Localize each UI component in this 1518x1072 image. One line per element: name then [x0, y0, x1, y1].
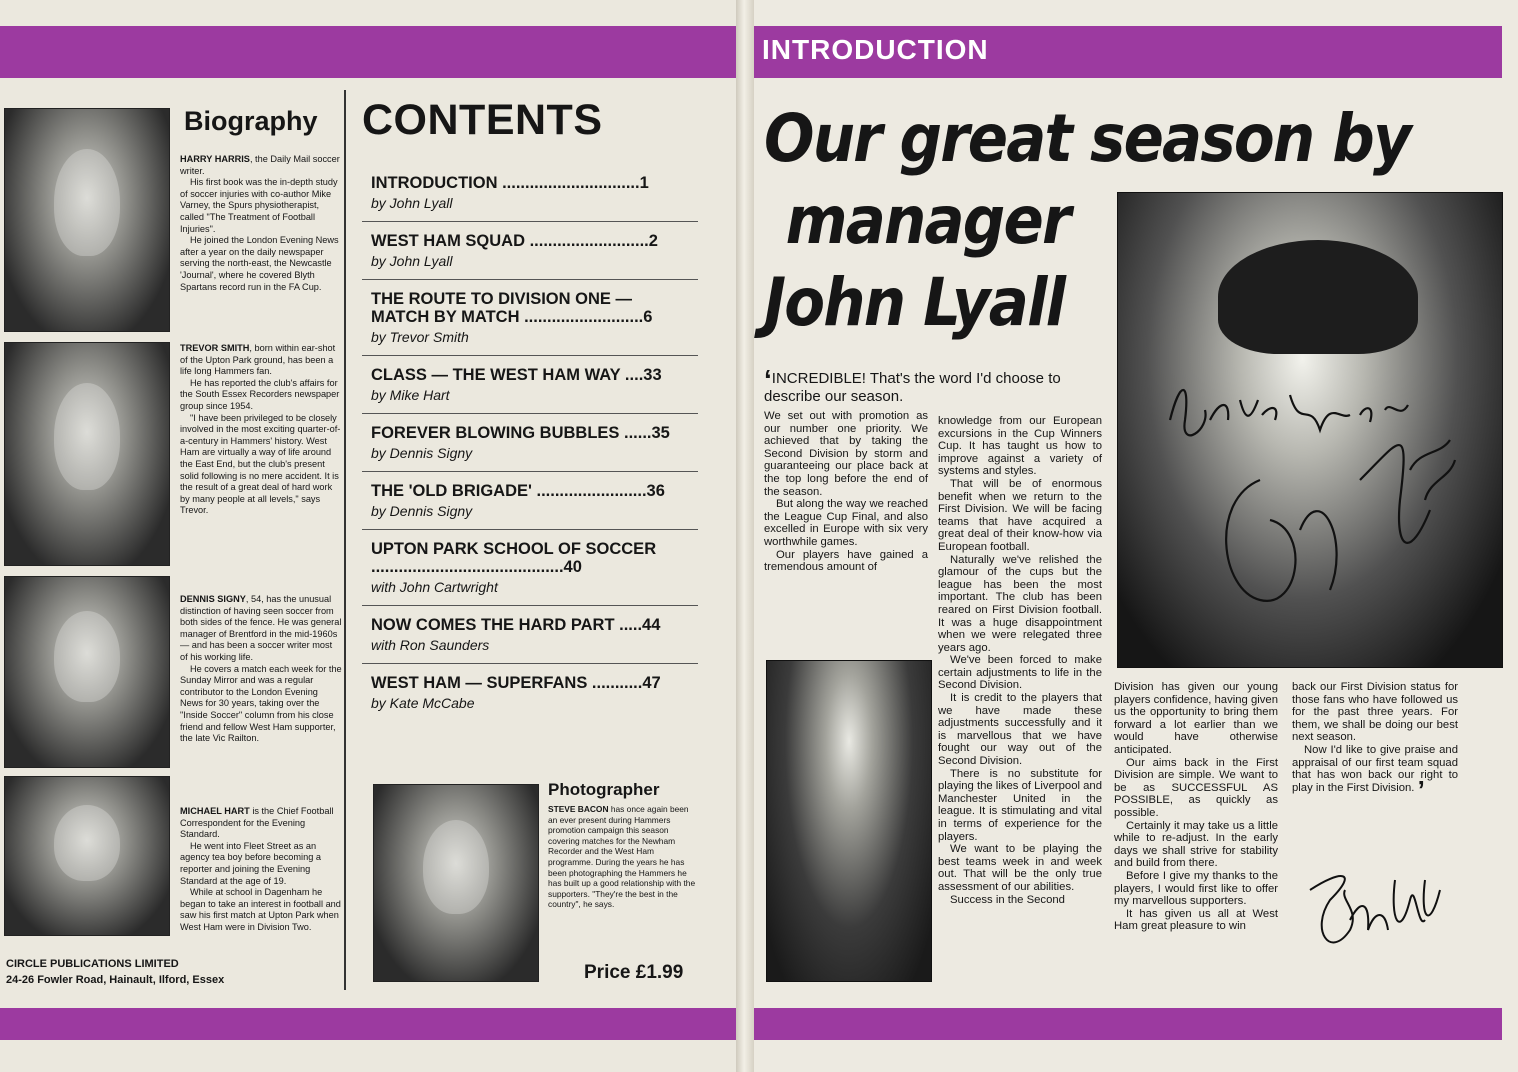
bio-paragraph: , born within ear-shot of the Upton Park ground, has been a life long Hammers fan.: [180, 343, 336, 377]
bio-paragraph: He joined the London Evening News after a year on the daily newspaper serving the north-east, the Newcastle 'Journal', where he covered Blyth Spartans record run in the FA Cup.: [180, 235, 339, 292]
toc-author: with Ron Saunders: [371, 637, 490, 653]
dennis-signy-photo: [4, 576, 170, 768]
bio-name: MICHAEL HART: [180, 806, 250, 816]
toc-author: with John Cartwright: [371, 579, 498, 595]
article-paragraph: knowledge from our European excursions in the Cup Winners Cup. It has taught us how to improve against a variety of systems and styles.: [938, 415, 1102, 478]
photographer-bio: has once again been an ever present during Hammers promotion campaign this season covering matches for the Newham Recorder and the West Ham programme. During the years he has been photographing the Hammers he has built up a good relationship with the supporters. "They're the best in the country", he says.: [548, 804, 696, 910]
contents-heading: CONTENTS: [362, 96, 603, 144]
bio-paragraph: He went into Fleet Street as an agency tea boy before becoming a reporter and joining the Evening Standard at the age of 19.: [180, 840, 321, 886]
harry-harris-photo: [4, 108, 170, 332]
article-paragraph: We set out with promotion as our number one priority. We achieved that by taking the Second Division by storm and guaranteeing our place back at the top long before the end of the season.: [764, 410, 928, 498]
autograph-best-wishes: [1150, 360, 1470, 660]
michael-hart-photo: [4, 776, 170, 936]
toc-title: UPTON PARK SCHOOL OF SOCCER ..........................................40: [371, 540, 657, 576]
article-paragraph: Our aims back in the First Division are simple. We want to be as SUCCESSFUL AS POSSIBLE, as quickly as possible.: [1114, 756, 1278, 819]
toc-item[interactable]: [362, 664, 698, 721]
article-paragraph: We want to be playing the best teams week in and week out. That will be the only true assessment of our abilities.: [938, 843, 1102, 893]
toc-item[interactable]: [362, 530, 698, 606]
bio-harry-harris: [180, 154, 342, 293]
bio-dennis-signy: [180, 594, 342, 745]
photographer-heading: Photographer: [548, 780, 660, 799]
article-paragraph: We've been forced to make certain adjustments to life in the Second Division.: [938, 654, 1102, 692]
article-paragraph: back our First Division status for those fans who have followed us for the past three years. For them, we shall be doing our best next season.: [1292, 681, 1458, 744]
article-paragraph: That will be of enormous benefit when we return to the First Division. We will be facing teams that have acquired a great deal of their know-how via European football.: [938, 477, 1102, 553]
bio-name: TREVOR SMITH: [180, 343, 250, 353]
toc-item[interactable]: [362, 356, 698, 414]
toc-title: WEST HAM — SUPERFANS ...........47: [371, 674, 661, 692]
toc-item[interactable]: [362, 280, 698, 356]
toc-item[interactable]: [362, 606, 698, 664]
toc-title: INTRODUCTION ..............................1: [371, 174, 649, 192]
toc-title: THE ROUTE TO DIVISION ONE — MATCH BY MATCH ..........................6: [371, 290, 653, 326]
toc-author: by Mike Hart: [371, 387, 450, 403]
bio-michael-hart: [180, 806, 342, 934]
article-paragraph-text: Now I'd like to give praise and appraisal of our first team squad that has won back our right to play in the First Division.: [1292, 743, 1458, 794]
bio-paragraph: He has reported the club's affairs for the South Essex Recorders newspaper group since 1954.: [180, 377, 340, 411]
spine-gutter: [736, 0, 754, 1072]
article-column-4: [1292, 681, 1458, 805]
article-column-3: [1114, 681, 1278, 933]
bio-paragraph: While at school in Dagenham he began to take an interest in football and saw his first match at Upton Park when West Ham were in Division Two.: [180, 887, 341, 932]
left-bottom-band: [0, 1008, 736, 1040]
bio-name: HARRY HARRIS: [180, 154, 250, 164]
steve-bacon-photo: [373, 784, 539, 982]
price-label: Price £1.99: [584, 962, 684, 983]
toc-author: by John Lyall: [371, 195, 453, 211]
toc-title: CLASS — THE WEST HAM WAY ....33: [371, 366, 662, 384]
toc-title: NOW COMES THE HARD PART .....44: [371, 616, 661, 634]
toc-author: by Trevor Smith: [371, 329, 469, 345]
photographer-text: [548, 804, 700, 910]
bio-paragraph: is the Chief Football Correspondent for the Evening Standard.: [180, 806, 334, 840]
toc-item[interactable]: [362, 472, 698, 530]
opening-quote-mark: ‘: [764, 364, 772, 395]
headline-line-3: John Lyall: [764, 264, 1065, 341]
article-paragraph: Division has given our young players confidence, having given us the opportunity to bring them forward a lot earlier than we would have otherwise anticipated.: [1114, 681, 1278, 756]
toc-item[interactable]: [362, 414, 698, 472]
toc-item[interactable]: [362, 222, 698, 280]
toc-author: by Dennis Signy: [371, 503, 473, 519]
article-lead: [764, 364, 1106, 405]
toc-title: THE 'OLD BRIGADE' ........................36: [371, 482, 665, 500]
toc-item[interactable]: [362, 164, 698, 222]
lead-text: INCREDIBLE! That's the word I'd choose to describe our season.: [764, 370, 1061, 405]
column-divider: [344, 90, 346, 990]
john-lyall-holding-bottle-photo: [766, 660, 932, 982]
article-paragraph: Our players have gained a tremendous amount of: [764, 548, 928, 574]
article-paragraph: It is credit to the players that we have made these adjustments successfully and it is marvellous that we have fought our way out of the Second Division.: [938, 692, 1102, 768]
article-column-2: [938, 415, 1102, 906]
headline-line-1: Our great season by: [764, 100, 1410, 177]
article-paragraph: It has given us all at West Ham great pleasure to win: [1114, 907, 1278, 933]
article-paragraph: Naturally we've relished the glamour of the cups but the league has been the most important. The club has been reared on First Division football. It was a huge disappointment when we were relegated three years ago.: [938, 553, 1102, 654]
right-bottom-band: [754, 1008, 1502, 1040]
section-label: INTRODUCTION: [762, 34, 989, 65]
trevor-smith-photo: [4, 342, 170, 566]
article-paragraph: Certainly it may take us a little while to re-adjust. In the early days we shall strive for stability and build from there.: [1114, 819, 1278, 870]
bio-paragraph: "I have been privileged to be closely involved in the most exciting quarter-of-a-century in Hammers' history. West Ham are virtually a way of life around the East End, but the club's present solid following is no mere accident. It is the result of a great deal of hard work by many people at all levels," says Trevor.: [180, 412, 341, 516]
publisher-block: [6, 956, 224, 988]
article-column-1: [764, 410, 928, 574]
autograph-john-lyall: [1300, 860, 1450, 970]
left-top-band: [0, 26, 736, 78]
toc-author: by Dennis Signy: [371, 445, 473, 461]
bio-paragraph: He covers a match each week for the Sunday Mirror and was a regular contributor to the London Evening News for 30 years, taking over the "Inside Soccer" column from his close friend and fellow West Ham supporter, the late Vic Railton.: [180, 663, 342, 744]
article-paragraph: But along the way we reached the League Cup Final, and also excelled in Europe with six very worthwhile games.: [764, 498, 928, 548]
publisher-name: CIRCLE PUBLICATIONS LIMITED: [6, 958, 179, 970]
headline-line-2: manager: [785, 182, 1070, 259]
article-paragraph: There is no substitute for playing the likes of Liverpool and Manchester United in the league. It is stimulating and vital in terms of experience for the players.: [938, 767, 1102, 843]
article-paragraph: [1292, 743, 1458, 805]
bio-name: DENNIS SIGNY: [180, 594, 246, 604]
publisher-address: 24-26 Fowler Road, Hainault, Ilford, Essex: [6, 974, 225, 986]
bio-paragraph: , the Daily Mail soccer writer.: [180, 154, 340, 176]
toc-author: by John Lyall: [371, 253, 453, 269]
biography-heading: Biography: [184, 106, 318, 136]
bio-paragraph: His first book was the in-depth study of soccer injuries with co-author Mike Varney, the Spurs physiotherapist, called "The Treatment of Football Injuries".: [180, 177, 338, 234]
bio-paragraph: , 54, has the unusual distinction of having seen soccer from both sides of the fence. He was general manager of Brentford in the mid-1960s — and has been a soccer writer most of his working life.: [180, 594, 342, 662]
toc-title: FOREVER BLOWING BUBBLES ......35: [371, 424, 670, 442]
bio-trevor-smith: [180, 343, 342, 517]
contents-list: [362, 164, 698, 721]
photographer-name: STEVE BACON: [548, 804, 609, 814]
article-paragraph: Before I give my thanks to the players, I would first like to offer my marvellous supporters.: [1114, 869, 1278, 908]
article-paragraph: Success in the Second: [950, 893, 1065, 906]
toc-title: WEST HAM SQUAD ..........................2: [371, 232, 658, 250]
closing-quote-mark: ’: [1417, 774, 1425, 805]
toc-author: by Kate McCabe: [371, 695, 475, 711]
